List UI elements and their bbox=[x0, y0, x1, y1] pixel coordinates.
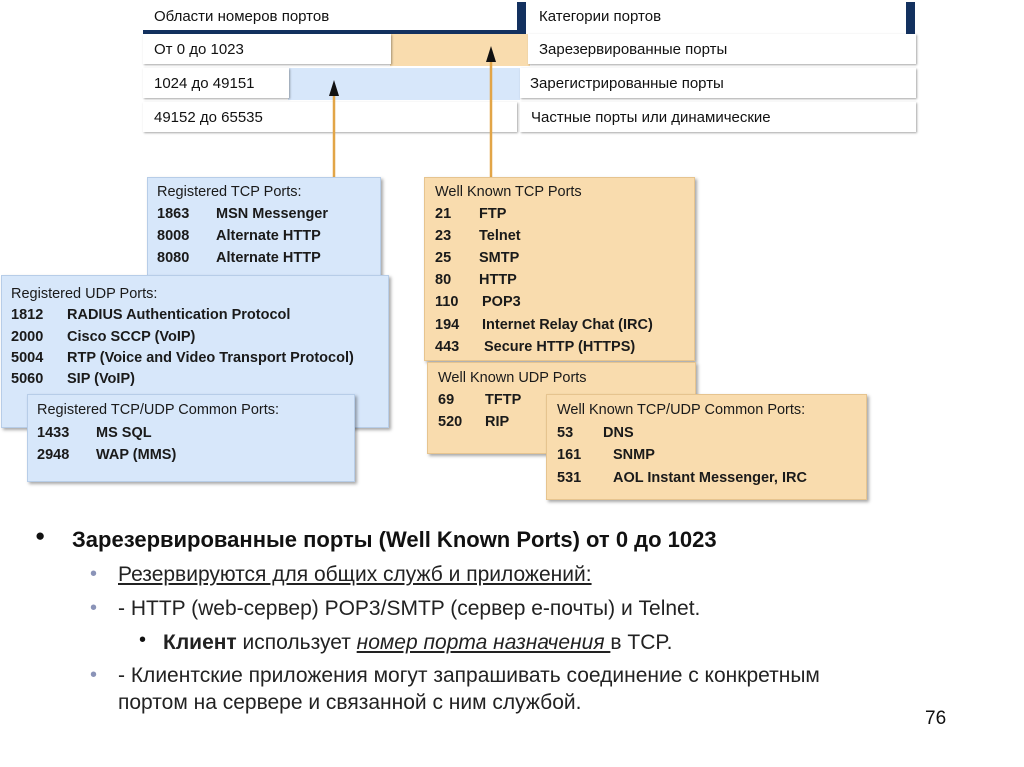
port-number: 5004 bbox=[11, 350, 44, 366]
port-service: Secure HTTP (HTTPS) bbox=[484, 339, 636, 355]
port-service: Internet Relay Chat (IRC) bbox=[482, 317, 653, 333]
list-item bbox=[11, 307, 291, 323]
port-number: 5060 bbox=[11, 371, 44, 387]
list-item bbox=[37, 425, 152, 441]
port-service: RIP bbox=[485, 414, 510, 430]
port-number: 161 bbox=[557, 447, 582, 463]
client-label: Клиент bbox=[163, 631, 237, 654]
page-number: 76 bbox=[925, 708, 947, 729]
list-item bbox=[435, 250, 520, 266]
port-number: 69 bbox=[438, 392, 455, 408]
list-item bbox=[557, 447, 655, 463]
sub-bullet-1: Резервируются для общих служб и приложений: bbox=[118, 563, 592, 586]
sub-sub-bullet-icon: • bbox=[139, 629, 147, 651]
port-service: FTP bbox=[479, 206, 507, 222]
arrow-reserved-head bbox=[486, 46, 496, 62]
well-known-tcp-box bbox=[424, 177, 695, 361]
port-service: DNS bbox=[603, 425, 634, 441]
sub3-text-b: в TCP. bbox=[610, 631, 673, 654]
registered-tcp-box bbox=[147, 177, 381, 279]
port-service: Telnet bbox=[479, 228, 521, 244]
well-known-udp-title: Well Known UDP Ports bbox=[438, 370, 587, 386]
header-categories-label: Категории портов bbox=[539, 7, 662, 25]
list-item bbox=[435, 339, 636, 355]
list-item bbox=[157, 228, 321, 244]
sub-bullet-4-line2: портом на сервере и связанной с ним службой. bbox=[118, 691, 582, 714]
port-number: 8008 bbox=[157, 228, 190, 244]
list-item bbox=[157, 206, 329, 222]
sub3-text-a: использует bbox=[236, 631, 357, 654]
port-service: RADIUS Authentication Protocol bbox=[67, 307, 291, 323]
sub-bullet-3 bbox=[163, 631, 673, 655]
sub-bullet-icon: • bbox=[90, 597, 98, 619]
destination-port-phrase: номер порта назначения bbox=[356, 631, 611, 654]
port-service: RTP (Voice and Video Transport Protocol) bbox=[67, 350, 354, 366]
port-number: 8080 bbox=[157, 250, 190, 266]
registered-tcp-title: Registered TCP Ports: bbox=[157, 184, 302, 200]
sub-bullet-icon: • bbox=[90, 664, 98, 686]
arrows bbox=[0, 0, 1024, 200]
port-service: Alternate HTTP bbox=[216, 250, 321, 266]
list-item bbox=[435, 206, 507, 222]
list-item bbox=[11, 350, 354, 366]
port-number: 23 bbox=[435, 228, 452, 244]
row-category-2-text: Частные порты или динамические bbox=[531, 108, 771, 126]
row-category-0-text: Зарезервированные порты bbox=[539, 40, 728, 58]
list-item bbox=[157, 250, 321, 266]
port-service: Alternate HTTP bbox=[216, 228, 321, 244]
sub-bullet-2: - HTTP (web-сервер) POP3/SMTP (сервер e-почты) и Telnet. bbox=[118, 597, 701, 620]
port-number: 1812 bbox=[11, 307, 44, 323]
list-item bbox=[435, 272, 517, 288]
port-service: SNMP bbox=[613, 447, 655, 463]
arrow-registered-head bbox=[329, 80, 339, 96]
sub-bullet-4-line1: - Клиентские приложения могут запрашивать соединение с конкретным bbox=[118, 664, 820, 687]
port-number: 2948 bbox=[37, 447, 70, 463]
list-item bbox=[435, 317, 653, 333]
main-bullet: Зарезервированные порты (Well Known Ports) от 0 до 1023 bbox=[72, 527, 717, 552]
list-item bbox=[557, 425, 634, 441]
port-number: 80 bbox=[435, 272, 452, 288]
port-service: Cisco SCCP (VoIP) bbox=[67, 329, 196, 345]
port-number: 25 bbox=[435, 250, 452, 266]
port-service: SIP (VoIP) bbox=[67, 371, 135, 387]
list-item bbox=[438, 414, 510, 430]
port-number: 531 bbox=[557, 470, 582, 486]
port-service: HTTP bbox=[479, 272, 517, 288]
port-service: WAP (MMS) bbox=[96, 447, 177, 463]
header-ranges-label: Области номеров портов bbox=[154, 7, 330, 25]
port-service: AOL Instant Messenger, IRC bbox=[613, 470, 807, 486]
port-number: 110 bbox=[435, 294, 459, 310]
port-number: 21 bbox=[435, 206, 452, 222]
port-service: TFTP bbox=[485, 392, 522, 408]
port-number: 1863 bbox=[157, 206, 190, 222]
list-item bbox=[438, 392, 522, 408]
registered-udp-title: Registered UDP Ports: bbox=[11, 286, 158, 302]
list-item bbox=[435, 294, 521, 310]
well-known-common-title: Well Known TCP/UDP Common Ports: bbox=[557, 402, 806, 418]
port-number: 443 bbox=[435, 339, 460, 355]
port-number: 194 bbox=[435, 317, 460, 333]
port-number: 2000 bbox=[11, 329, 44, 345]
well-known-tcp-title: Well Known TCP Ports bbox=[435, 184, 582, 200]
port-service: MS SQL bbox=[96, 425, 152, 441]
list-item bbox=[11, 329, 196, 345]
list-item bbox=[11, 371, 135, 387]
row-category-1-text: Зарегистрированные порты bbox=[530, 74, 724, 92]
list-item bbox=[37, 447, 177, 463]
port-service: POP3 bbox=[482, 294, 521, 310]
list-item bbox=[557, 470, 807, 486]
registered-common-box bbox=[27, 394, 355, 482]
port-number: 53 bbox=[557, 425, 574, 441]
sub-bullet-icon: • bbox=[90, 563, 98, 585]
port-number: 1433 bbox=[37, 425, 70, 441]
list-item bbox=[435, 228, 521, 244]
row-range-1-text: 1024 до 49151 bbox=[154, 74, 255, 92]
port-number: 520 bbox=[438, 414, 463, 430]
port-service: SMTP bbox=[479, 250, 520, 266]
row-range-0-text: От 0 до 1023 bbox=[154, 40, 244, 58]
well-known-common-box bbox=[546, 394, 867, 500]
port-service: MSN Messenger bbox=[216, 206, 329, 222]
row-range-2-text: 49152 до 65535 bbox=[154, 108, 263, 126]
registered-common-title: Registered TCP/UDP Common Ports: bbox=[37, 402, 280, 418]
bullet-dot-icon: ● bbox=[35, 526, 46, 545]
